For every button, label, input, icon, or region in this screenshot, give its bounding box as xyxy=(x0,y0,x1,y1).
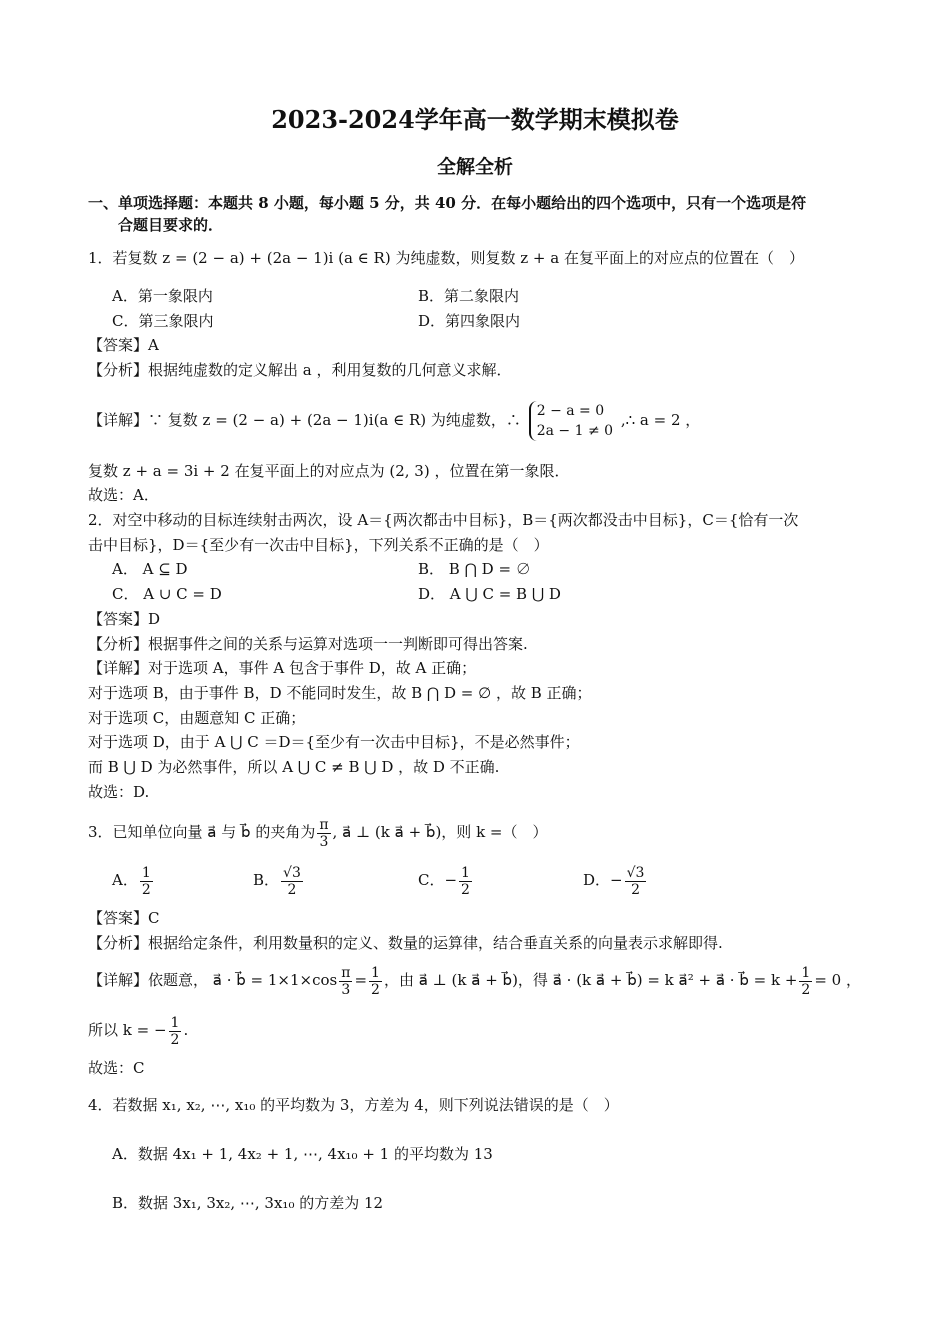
q1-option-d: D．第四象限内 xyxy=(418,312,521,330)
q3-detail-b: = xyxy=(354,971,368,989)
q2-detail-3: 对于选项 C，由题意知 C 正确； xyxy=(88,709,306,727)
page-title: 2023-2024学年高一数学期末模拟卷 xyxy=(271,105,679,134)
q3-analysis: 【分析】根据给定条件，利用数量积的定义、数量的运算律，结合垂直关系的向量表示求解即得. xyxy=(88,934,723,952)
q3-stem xyxy=(88,814,548,850)
q3-option-d-denominator: 2 xyxy=(631,881,640,898)
q3-option-b xyxy=(253,862,305,898)
q3-detail-pi-numerator: π xyxy=(341,964,351,981)
q3-conclusion xyxy=(88,1012,188,1048)
q3-option-b-label: B． xyxy=(253,871,280,889)
q3-detail-d: = 0 ， xyxy=(814,971,861,989)
q3-option-b-numerator: √3 xyxy=(283,864,301,881)
q3-so-prefix: 所以 k = − xyxy=(88,1021,167,1039)
q3-detail-pi-denominator: 3 xyxy=(341,981,351,998)
q1-answer: 【答案】A xyxy=(88,336,159,354)
q3-option-a-denominator: 2 xyxy=(141,881,151,898)
q2-detail-5: 而 B ⋃ D 为必然事件，所以 A ⋃ C ≠ B ⋃ D ，故 D 不正确. xyxy=(88,758,500,776)
q3-angle-numerator: π xyxy=(319,816,329,833)
q3-option-c xyxy=(418,862,474,898)
q1-detail-line-2: 复数 z + a = 3i + 2 在复平面上的对应点为 (2, 3) ，位置在第一象限． xyxy=(88,462,570,480)
q1-analysis: 【分析】根据纯虚数的定义解出 a ，利用复数的几何意义求解． xyxy=(88,361,512,379)
q2-option-a: A． A ⊆ D xyxy=(112,560,188,578)
q3-option-a-label: A． xyxy=(112,871,138,889)
q3-option-d-fraction xyxy=(625,865,647,898)
q2-choose: 故选：D. xyxy=(88,783,150,801)
q2-option-b: B． B ⋂ D = ∅ xyxy=(418,560,531,578)
q1-option-b: B．第二象限内 xyxy=(418,287,520,305)
q4-stem: 4．若数据 x₁, x₂, ⋯, x₁₀ 的平均数为 3，方差为 4，则下列说法错误的是（ ） xyxy=(88,1096,619,1114)
q3-option-a xyxy=(112,862,155,898)
q3-so-fraction xyxy=(169,1015,182,1048)
q3-option-d xyxy=(583,862,648,898)
q1-detail xyxy=(88,398,700,442)
q3-stem-prefix: 3．已知单位向量 a⃗ 与 b⃗ 的夹角为 xyxy=(88,823,316,841)
q3-detail-a: 【详解】依题意， a⃗ · b⃗ = 1×1×cos xyxy=(88,971,338,989)
q2-detail-4: 对于选项 D，由于 A ⋃ C ＝D＝{至少有一次击中目标}，不是必然事件； xyxy=(88,733,580,751)
q3-detail xyxy=(88,962,861,998)
page-subtitle: 全解全析 xyxy=(436,156,513,178)
q2-answer: 【答案】D xyxy=(88,610,161,628)
q3-option-c-numerator: 1 xyxy=(461,864,470,881)
q2-detail-1: 【详解】对于选项 A，事件 A 包含于事件 D，故 A 正确； xyxy=(88,659,477,677)
q3-detail-pi-fraction xyxy=(339,965,352,998)
q3-option-c-fraction xyxy=(459,865,472,898)
q3-so-suffix: . xyxy=(183,1021,189,1039)
q2-option-d: D． A ⋃ C = B ⋃ D xyxy=(418,585,561,603)
q4-option-a: A．数据 4x₁ + 1, 4x₂ + 1, ⋯, 4x₁₀ + 1 的平均数为 13 xyxy=(112,1145,493,1163)
q3-detail-half2-numerator: 1 xyxy=(801,964,811,981)
q4-option-b: B．数据 3x₁, 3x₂, ⋯, 3x₁₀ 的方差为 12 xyxy=(112,1194,384,1212)
q2-stem-line-2: 击中目标}，D＝{至少有一次击中目标}，下列关系不正确的是（ ） xyxy=(88,536,549,554)
q3-option-a-fraction xyxy=(140,865,153,898)
q3-choose: 故选：C xyxy=(88,1059,145,1077)
q2-option-c: C． A ∪ C = D xyxy=(112,585,222,603)
q3-angle-fraction xyxy=(317,817,330,850)
q3-option-c-label: C．− xyxy=(418,871,458,889)
section-line-1: 一、单项选择题：本题共 8 小题，每小题 5 分，共 40 分．在每小题给出的四个选项中，只有一个选项是符 xyxy=(88,194,807,212)
q3-so-denominator: 2 xyxy=(170,1031,180,1048)
q3-option-a-numerator: 1 xyxy=(141,864,151,881)
q1-equation-1: 2 − a = 0 xyxy=(536,403,605,419)
q1-detail-prefix: 【详解】∵ 复数 z = (2 − a) + (2a − 1)i(a ∈ R) 为纯虚数，∴ xyxy=(88,411,521,429)
q3-detail-half-denominator: 2 xyxy=(371,981,380,998)
q3-detail-half2-fraction xyxy=(799,965,812,998)
q3-detail-half2-denominator: 2 xyxy=(801,981,811,998)
q3-option-b-fraction xyxy=(281,865,303,898)
q2-detail-2: 对于选项 B，由于事件 B，D 不能同时发生，故 B ⋂ D = ∅ ，故 B 正确； xyxy=(88,684,592,702)
q1-option-a: A．第一象限内 xyxy=(112,287,213,305)
q3-so-numerator: 1 xyxy=(170,1014,180,1031)
q2-stem-line-1: 2．对空中移动的目标连续射击两次，设 A＝{两次都击中目标}，B＝{两次都没击中目标}，C＝{恰有一次 xyxy=(88,511,799,529)
q2-analysis: 【分析】根据事件之间的关系与运算对选项一一判断即可得出答案. xyxy=(88,635,528,653)
q1-option-c: C．第三象限内 xyxy=(112,312,214,330)
q3-stem-suffix: , a⃗ ⊥ (k a⃗ + b⃗)，则 k =（ ） xyxy=(332,823,548,841)
q3-answer: 【答案】C xyxy=(88,909,160,927)
q1-equation-system xyxy=(529,401,613,441)
q3-option-d-label: D．− xyxy=(583,871,623,889)
q1-equation-2: 2a − 1 ≠ 0 xyxy=(536,423,614,439)
q3-angle-denominator: 3 xyxy=(319,833,329,850)
q3-option-b-denominator: 2 xyxy=(287,881,297,898)
q1-stem: 1．若复数 z = (2 − a) + (2a − 1)i (a ∈ R) 为纯虚数，则复数 z + a 在复平面上的对应点的位置在（ ） xyxy=(88,249,804,267)
q3-option-d-numerator: √3 xyxy=(626,864,645,881)
q3-detail-half-fraction xyxy=(369,965,382,998)
section-line-2: 合题目要求的． xyxy=(118,216,224,234)
q1-choose: 故选：A． xyxy=(88,486,159,504)
section-heading xyxy=(88,192,878,236)
q3-detail-c: ，由 a⃗ ⊥ (k a⃗ + b⃗)，得 a⃗ · (k a⃗ + b⃗) = k a⃗² + a⃗ · b⃗ = k + xyxy=(383,971,798,989)
q3-option-c-denominator: 2 xyxy=(461,881,470,898)
q3-detail-half-numerator: 1 xyxy=(371,964,380,981)
q1-detail-suffix: ,∴ a = 2 ， xyxy=(620,411,701,429)
